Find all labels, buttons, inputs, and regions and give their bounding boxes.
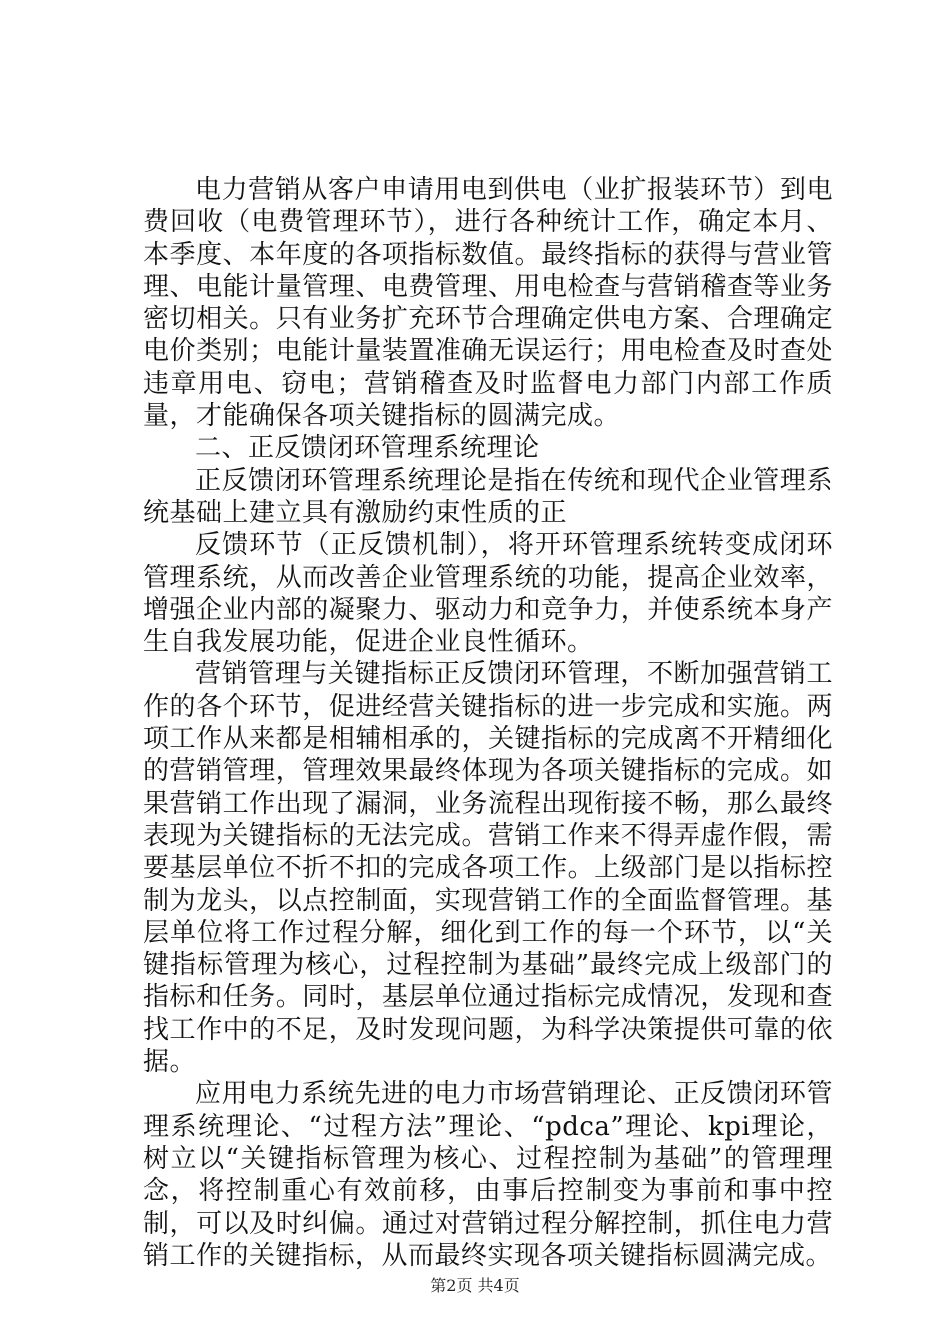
document-body <box>143 174 833 1272</box>
paragraph-3: 反馈环节（正反馈机制），将开环管理系统转变成闭环管理系统，从而改善企业管理系统的功能，提高企业效率，增强企业内部的凝聚力、驱动力和竞争力，并使系统本身产生自我发展功能，促进企业良性循环。 <box>143 530 833 658</box>
paragraph-5: 应用电力系统先进的电力市场营销理论、正反馈闭环管理系统理论、“过程方法”理论、“pdca”理论、kpi理论，树立以“关键指标管理为核心、过程控制为基础”的管理理念，将控制重心有效前移，由事后控制变为事前和事中控制，可以及时纠偏。通过对营销过程分解控制，抓住电力营销工作的关键指标，从而最终实现各项关键指标圆满完成。 <box>143 1079 833 1271</box>
section-heading: 二、正反馈闭环管理系统理论 <box>195 433 540 464</box>
page-footer: 第2页 共4页 <box>430 1276 520 1295</box>
paragraph-1: 电力营销从客户申请用电到供电（业扩报装环节）到电费回收（电费管理环节），进行各种统计工作，确定本月、本季度、本年度的各项指标数值。最终指标的获得与营业管理、电能计量管理、电费管理、用电检查与营销稽查等业务密切相关。只有业务扩充环节合理确定供电方案、合理确定电价类别；电能计量装置准确无误运行；用电检查及时查处违章用电、窃电；营销稽查及时监督电力部门内部工作质量，才能确保各项关键指标的圆满完成。 <box>143 175 833 432</box>
paragraph-2: 正反馈闭环管理系统理论是指在传统和现代企业管理系统基础上建立具有激励约束性质的正 <box>143 465 833 528</box>
paragraph-4: 营销管理与关键指标正反馈闭环管理，不断加强营销工作的各个环节，促进经营关键指标的进一步完成和实施。两项工作从来都是相辅相承的，关键指标的完成离不开精细化的营销管理，管理效果最终体现为各项关键指标的完成。如果营销工作出现了漏洞，业务流程出现衔接不畅，那么最终表现为关键指标的无法完成。营销工作来不得弄虚作假，需要基层单位不折不扣的完成各项工作。上级部门是以指标控制为龙头，以点控制面，实现营销工作的全面监督管理。基层单位将工作过程分解，细化到工作的每一个环节，以“关键指标管理为核心，过程控制为基础”最终完成上级部门的指标和任务。同时，基层单位通过指标完成情况，发现和查找工作中的不足，及时发现问题，为科学决策提供可靠的依据。 <box>143 659 833 1078</box>
